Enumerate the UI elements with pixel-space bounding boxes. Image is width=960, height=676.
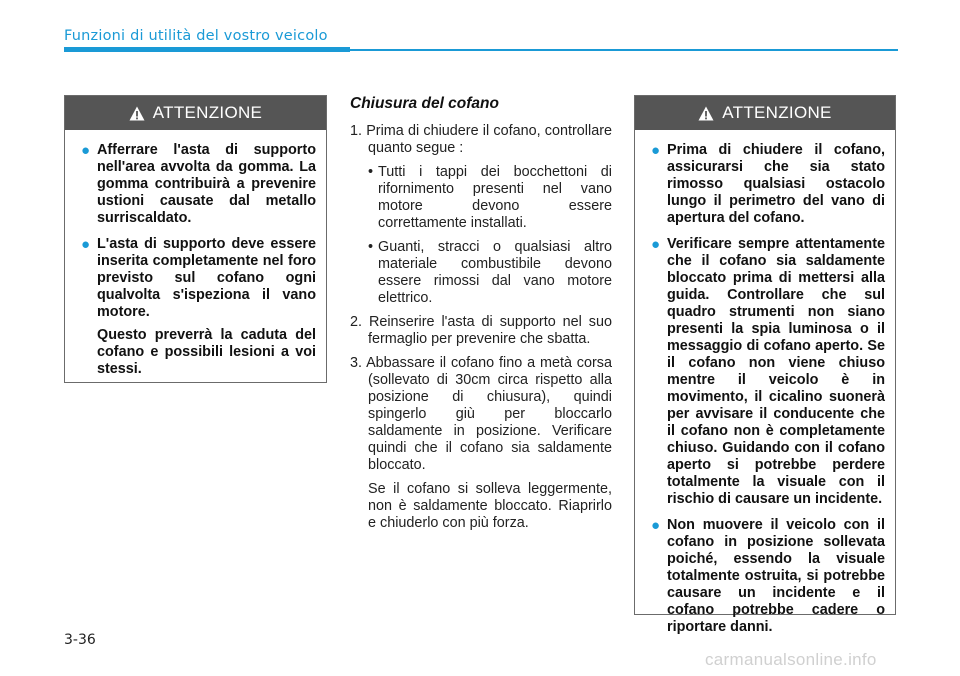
list-item-text: Prima di chiudere il cofano, assicurarsi che sia stato rimosso qualsiasi ostacolo lungo il perimetro del vano di apertura del cofano.: [667, 142, 885, 226]
warning-triangle-icon: [129, 106, 145, 121]
list-item-text: Afferrare l'asta di supporto nell'area avvolta da gomma. La gomma contribuirà a prevenire ustioni causate dal metallo surriscaldato.: [97, 142, 316, 226]
warning-header: [635, 96, 895, 130]
bullet-dot-icon: •: [368, 164, 374, 180]
bullet-dot-icon: ●: [651, 236, 661, 253]
sub-item: [350, 164, 612, 232]
step-3: 3. Abbassare il cofano fino a metà corsa (sollevato di 30cm circa rispetto alla posizione di chiusura), quindi spingerlo giù per bloccarlo saldamente in posizione. Verificare quindi che il cofano sia saldamente bloccato.: [350, 355, 612, 473]
list-item: [645, 236, 885, 508]
page-number: 3-36: [64, 632, 96, 648]
bullet-dot-icon: ●: [81, 236, 91, 253]
sub-item: [350, 239, 612, 307]
list-item-continuation: Questo preverrà la caduta del cofano e possibili lesioni a voi stessi.: [97, 327, 316, 377]
list-item: [75, 236, 316, 321]
bullet-dot-icon: ●: [651, 142, 661, 159]
step-2: 2. Reinserire l'asta di supporto nel suo fermaglio per prevenire che sbatta.: [350, 314, 612, 347]
list-item-text: Non muovere il veicolo con il cofano in posizione sollevata poiché, essendo la visuale totalmente ostruita, si potrebbe causare un incidente e il cofano potrebbe cadere o riportare danni.: [667, 517, 885, 635]
main-content: [350, 95, 612, 539]
warning-body: [65, 130, 326, 394]
step-1: 1. Prima di chiudere il cofano, controllare quanto segue :: [350, 123, 612, 156]
watermark: carmanualsonline.info: [705, 650, 877, 669]
step-3-note: Se il cofano si solleva leggermente, non è saldamente bloccato. Riaprirlo e chiuderlo con più forza.: [368, 481, 612, 531]
section-title: Chiusura del cofano: [350, 95, 499, 112]
warning-box-left: [64, 95, 327, 383]
list-item: [75, 142, 316, 227]
warning-body: [635, 130, 895, 655]
warning-heading: ATTENZIONE: [722, 103, 832, 122]
warning-box-right: [634, 95, 896, 635]
list-item: [645, 517, 885, 636]
bullet-dot-icon: ●: [651, 517, 661, 534]
page-header-title: Funzioni di utilità del vostro veicolo: [64, 28, 328, 44]
sub-item-text: Guanti, stracci o qualsiasi altro materiale combustibile devono essere rimossi dal vano motore elettrico.: [378, 239, 612, 306]
header-accent-bar: [64, 47, 350, 52]
list-item-text: Verificare sempre attentamente che il cofano sia saldamente bloccato prima di mettersi alla guida. Controllare che sul quadro strumenti non siano presenti la spia luminosa o il messaggio di cofano aperto. Se il cofano non viene chiuso mentre il veicolo è in movimento, il cicalino suonerà per avvisare il conducente che il cofano non è completamente chiuso. Guidando con il cofano aperto si potrebbe perdere totalmente la visuale con il rischio di causare un incidente.: [667, 236, 885, 507]
list-item: [645, 142, 885, 227]
sub-item-text: Tutti i tappi dei bocchettoni di rifornimento presenti nel vano motore devono essere correttamente installati.: [378, 164, 612, 231]
warning-heading: ATTENZIONE: [152, 103, 263, 122]
header-rule: [350, 49, 898, 51]
warning-header: [65, 96, 326, 130]
list-item-text: L'asta di supporto deve essere inserita completamente nel foro previsto sul cofano ogni qualvolta s'ispeziona il vano motore.: [97, 236, 316, 320]
bullet-dot-icon: ●: [81, 142, 91, 159]
bullet-dot-icon: •: [368, 239, 374, 255]
warning-triangle-icon: [698, 106, 714, 121]
